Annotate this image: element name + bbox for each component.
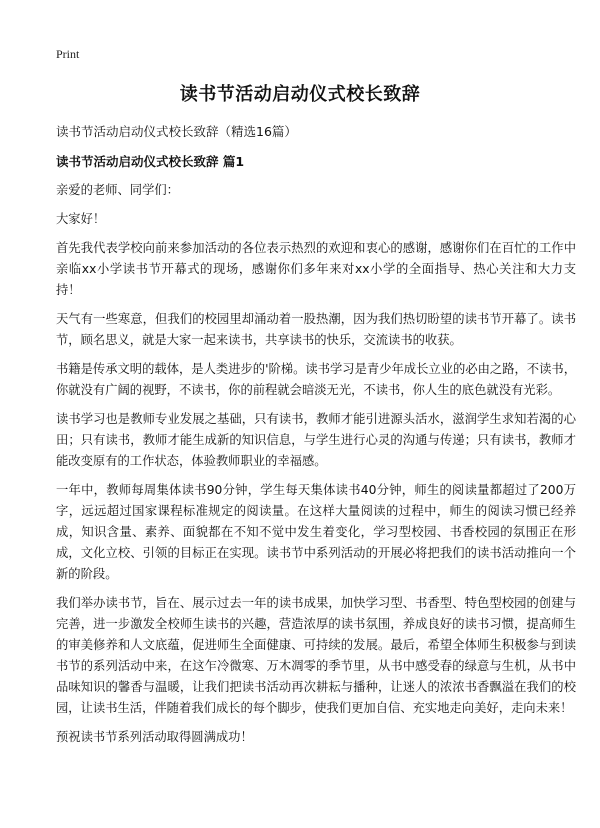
body-paragraph: 读书学习也是教师专业发展之基础，只有读书，教师才能引进源头活水，滋润学生求知若渴的心田；只有读书，教师才能生成新的知识信息，与学生进行心灵的沟通与传递；只有读书，教师才能改变原有的工作状态，体验教师职业的幸福感。 [56,412,576,468]
hello-paragraph: 大家好！ [56,212,106,226]
section-heading: 读书节活动启动仪式校长致辞 篇1 [56,154,245,169]
body-paragraph: 天气有一些寒意，但我们的校园里却涌动着一股热潮，因为我们热切盼望的读书节开幕了。读书节，顾名思义，就是大家一起来读书，共享读书的快乐，交流读书的收获。 [56,312,576,347]
body-paragraph: 我们举办读书节，旨在、展示过去一年的读书成果，加快学习型、书香型、特色型校园的创建与完善，进一步激发全校师生读书的兴趣，营造浓厚的读书氛围，养成良好的读书习惯，提高师生的审美修养和人文底蕴，促进师生全面健康、可持续的发展。最后，希望全体师生积极参与到读书节的系列活动中来，在这乍冷微寒、万木凋零的季节里，从书中感受春的绿意与生机，从书中品味知识的馨香与温暖，让我们把读书活动再次耕耘与播种，让迷人的浓浓书香飘溢在我们的校园，让读书生活，伴随着我们成长的每个脚步，使我们更加自信、充实地走向美好，走向未来！ [56,596,576,715]
body-paragraph: 首先我代表学校向前来参加活动的各位表示热烈的欢迎和衷心的感谢，感谢你们在百忙的工作中亲临xx小学读书节开幕式的现场，感谢你们多年来对xx小学的全面指导、热心关注和大力支持！ [56,241,576,297]
print-link[interactable]: Print [56,47,80,61]
article-body [56,180,576,756]
body-paragraph: 书籍是传承文明的载体，是人类进步的'阶梯。读书学习是青少年成长立业的必由之路，不读书，你就没有广阔的视野，不读书，你的前程就会暗淡无光，不读书，你人生的底色就没有光彩。 [56,362,576,397]
greeting-paragraph: 亲爱的老师、同学们： [56,183,179,197]
body-paragraph: 一年中，教师每周集体读书90分钟，学生每天集体读书40分钟，师生的阅读量都超过了200万字，远远超过国家课程标准规定的阅读量。在这样大量阅读的过程中，师生的阅读习惯已经养成，知识含量、素养、面貌都在不知不觉中发生着变化，学习型校园、书香校园的氛围正在形成，文化立校、引领的目标正在实现。读书节中系列活动的开展必将把我们的读书活动推向一个新的阶段。 [56,483,576,581]
page-title: 读书节活动启动仪式校长致辞 [179,84,421,105]
document-subtitle: 读书节活动启动仪式校长致辞（精选16篇） [56,124,297,139]
closing-paragraph: 预祝读书节系列活动取得圆满成功！ [56,730,253,744]
